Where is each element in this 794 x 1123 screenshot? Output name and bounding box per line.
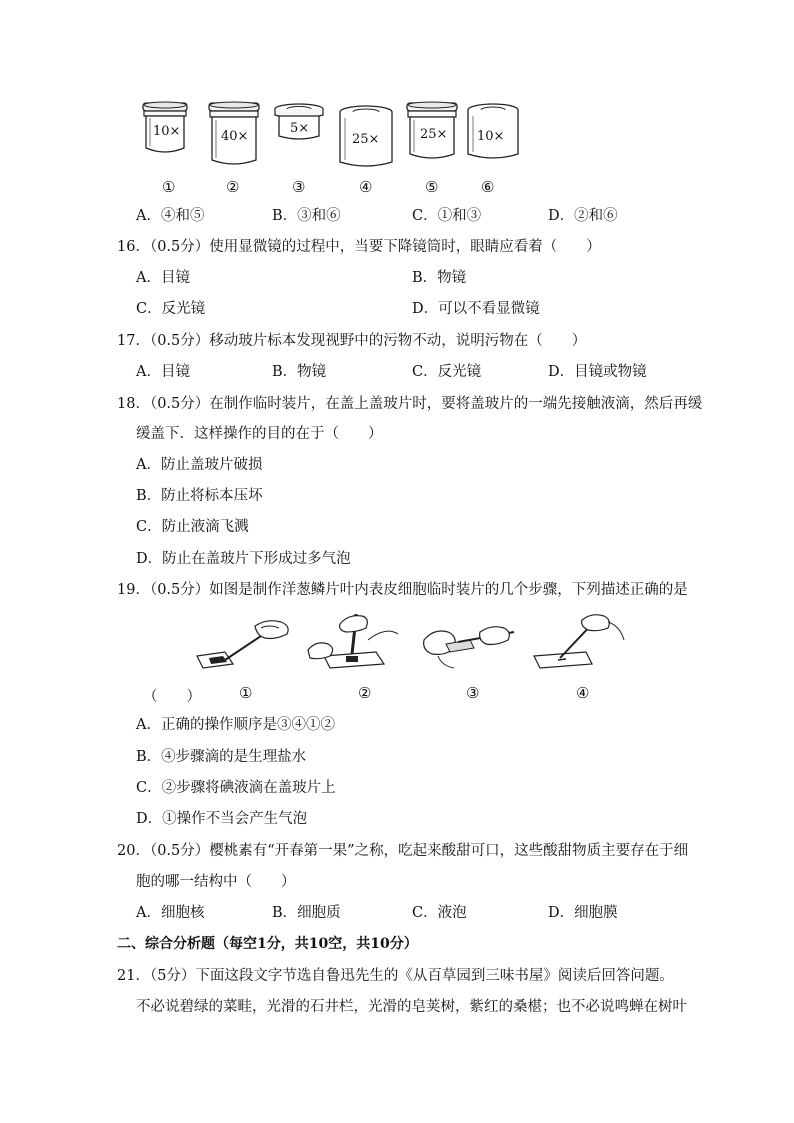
option-b[interactable]: B．细胞质 <box>272 905 341 921</box>
option-d[interactable]: D．防止在盖玻片下形成过多气泡 <box>136 551 351 567</box>
option-d[interactable]: D．①操作不当会产生气泡 <box>136 811 308 827</box>
option-c[interactable]: C．反光镜 <box>412 364 482 380</box>
lens-label: 25× <box>352 132 380 147</box>
lens-label: 40× <box>221 129 249 144</box>
question-stem: 21．（5分）下面这段文字节选自鲁迅先生的《从百草园到三味书屋》阅读后回答问题。 <box>117 968 674 984</box>
question-stem: 16．（0.5分）使用显微镜的过程中，当要下降镜筒时，眼睛应看着（ ） <box>117 239 601 255</box>
option-c[interactable]: C．①和③ <box>412 208 482 224</box>
question-stem-cont: 缓盖下．这样操作的目的在于（ ） <box>136 426 383 442</box>
question-stem: 20．（0.5分）樱桃素有“开春第一果”之称，吃起来酸甜可口，这些酸甜物质主要存在于细 <box>117 843 689 859</box>
option-d[interactable]: D．目镜或物镜 <box>548 364 647 380</box>
step-illustration-2 <box>306 610 406 672</box>
lens-label: 10× <box>153 124 181 139</box>
option-c[interactable]: C．②步骤将碘液滴在盖玻片上 <box>136 780 336 796</box>
lens-label: 25× <box>420 127 448 142</box>
lens-label: 5× <box>290 121 310 136</box>
option-a[interactable]: A．细胞核 <box>136 905 205 921</box>
step-illustration-4 <box>530 612 630 672</box>
option-b[interactable]: B．③和⑥ <box>272 208 341 224</box>
option-b[interactable]: B．物镜 <box>272 364 327 380</box>
option-c[interactable]: C．液泡 <box>412 905 467 921</box>
passage-text: 不必说碧绿的菜畦，光滑的石井栏，光滑的皂荚树，紫红的桑椹；也不必说鸣蝉在树叶 <box>136 999 687 1015</box>
lens-number: ② <box>226 178 240 196</box>
step-number: ④ <box>576 684 590 702</box>
step-number: ③ <box>466 684 480 702</box>
answer-paren: （ ） <box>143 689 201 705</box>
option-b[interactable]: B．防止将标本压坏 <box>136 488 263 504</box>
section-title: 二、综合分析题（每空1分，共10空，共10分） <box>117 936 418 952</box>
step-number: ① <box>239 684 253 702</box>
step-number: ② <box>358 684 372 702</box>
option-a[interactable]: A．目镜 <box>136 270 190 286</box>
step-illustration-3 <box>418 618 518 674</box>
question-stem: 18．（0.5分）在制作临时装片，在盖上盖玻片时，要将盖玻片的一端先接触液滴，然后再缓 <box>117 396 703 412</box>
option-a[interactable]: A．正确的操作顺序是③④①② <box>136 717 335 733</box>
lens-number: ③ <box>292 178 306 196</box>
option-a[interactable]: A．④和⑤ <box>136 208 205 224</box>
option-d[interactable]: D．②和⑥ <box>548 208 618 224</box>
step-illustration-1 <box>195 616 295 672</box>
question-stem-cont: 胞的哪一结构中（ ） <box>136 874 296 890</box>
question-stem: 19．（0.5分）如图是制作洋葱鳞片叶内表皮细胞临时装片的几个步骤，下列描述正确的是 <box>117 582 688 598</box>
option-c[interactable]: C．防止液滴飞溅 <box>136 519 249 535</box>
lens-number: ⑤ <box>425 178 439 196</box>
lens-number: ① <box>162 178 176 196</box>
option-b[interactable]: B．物镜 <box>412 270 467 286</box>
option-b[interactable]: B．④步骤滴的是生理盐水 <box>136 749 307 765</box>
option-a[interactable]: A．目镜 <box>136 364 190 380</box>
option-a[interactable]: A．防止盖玻片破损 <box>136 457 263 473</box>
option-d[interactable]: D．可以不看显微镜 <box>412 301 540 317</box>
lens-number: ⑥ <box>481 178 495 196</box>
lens-number: ④ <box>359 178 373 196</box>
option-d[interactable]: D．细胞膜 <box>548 905 618 921</box>
lens-label: 10× <box>477 129 505 144</box>
question-stem: 17．（0.5分）移动玻片标本发现视野中的污物不动，说明污物在（ ） <box>117 333 587 349</box>
option-c[interactable]: C．反光镜 <box>136 301 206 317</box>
